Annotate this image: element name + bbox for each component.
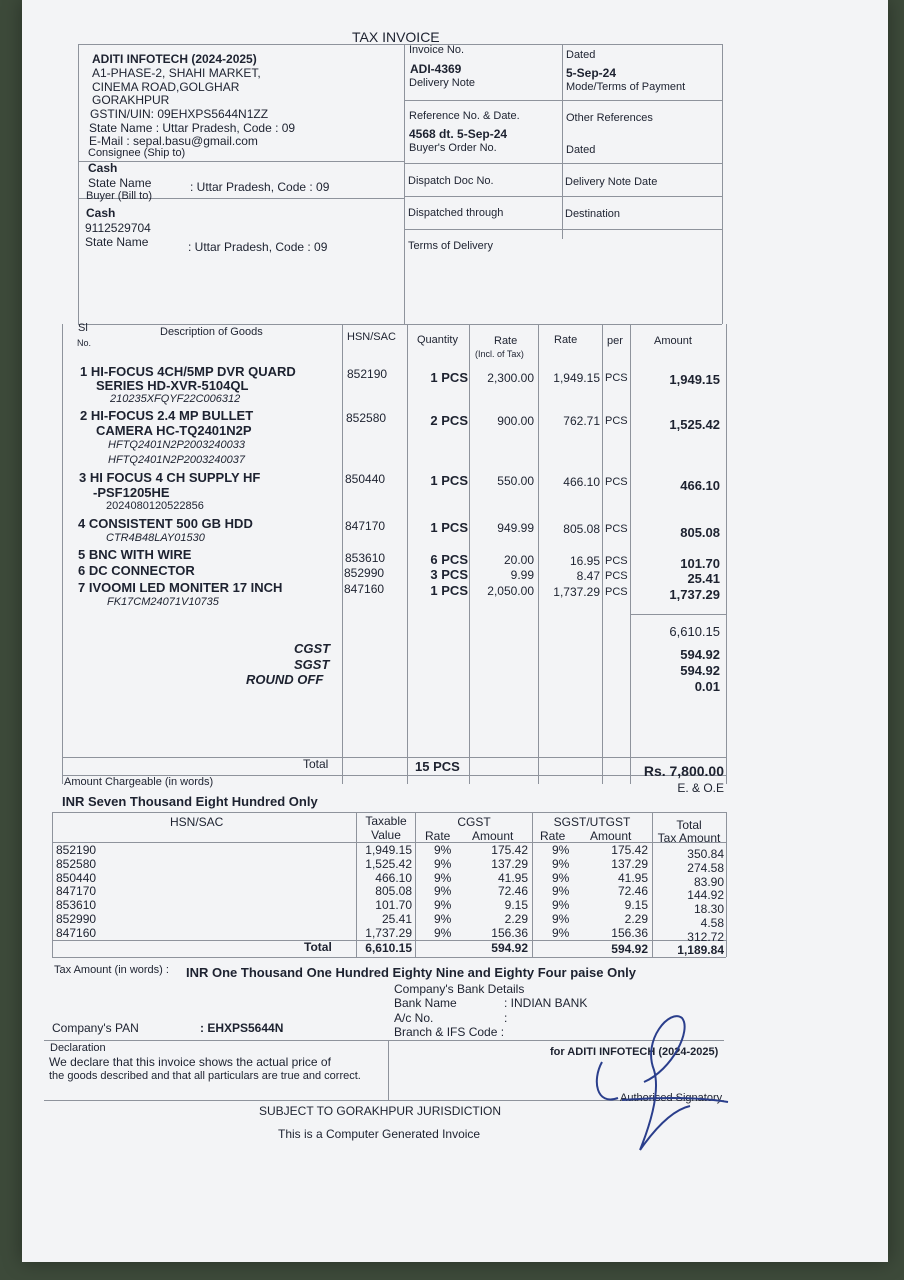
item-description bbox=[79, 470, 260, 485]
item-rate: 466.10 bbox=[563, 475, 600, 489]
item-description bbox=[78, 563, 195, 578]
item-sl: 1 bbox=[80, 364, 88, 379]
outer-border-right bbox=[722, 44, 723, 324]
col-description: Description of Goods bbox=[160, 326, 263, 338]
item-hsn: 850440 bbox=[345, 472, 386, 486]
item-description bbox=[78, 580, 282, 595]
col-sl-no: Sl bbox=[78, 322, 88, 334]
item-rate-incl: 949.99 bbox=[497, 521, 534, 535]
item-amount: 25.41 bbox=[687, 571, 720, 586]
tax-cell-total: 83.90 bbox=[693, 874, 724, 889]
item-description-2: -PSF1205HE bbox=[93, 485, 170, 500]
item-per: PCS bbox=[605, 586, 628, 598]
item-hsn: 847160 bbox=[344, 582, 385, 596]
items-right-border bbox=[726, 324, 727, 784]
ifs-label: Branch & IFS Code : bbox=[394, 1025, 505, 1039]
tax-cell-total: 312.72 bbox=[687, 929, 724, 944]
header-divider bbox=[404, 44, 405, 324]
bank-name-label: Bank Name bbox=[394, 996, 457, 1010]
account-no-colon: : bbox=[504, 1011, 508, 1025]
bank-name-value: : INDIAN BANK bbox=[504, 996, 588, 1010]
buyer-state-label: State Name bbox=[85, 235, 149, 249]
item-description bbox=[80, 408, 253, 423]
item-amount: 466.10 bbox=[680, 478, 720, 493]
item-sl: 3 bbox=[79, 470, 87, 485]
tax-cell-cgst-amount: 41.95 bbox=[497, 870, 528, 885]
tax-cell-taxable: 1,737.29 bbox=[365, 925, 412, 940]
buyer-phone: 9112529704 bbox=[85, 221, 151, 235]
total-line bbox=[62, 757, 726, 758]
tax-col-taxable: Taxable bbox=[365, 814, 407, 828]
tax-cell-sgst-amount: 2.29 bbox=[624, 912, 648, 926]
subtotal-line bbox=[630, 614, 726, 615]
item-per: PCS bbox=[605, 523, 628, 535]
item-hsn: 852580 bbox=[346, 411, 387, 425]
item-per: PCS bbox=[605, 372, 628, 384]
col-per: per bbox=[607, 335, 623, 347]
item-name: HI-FOCUS 4CH/5MP DVR QUARD bbox=[90, 364, 296, 379]
item-hsn: 853610 bbox=[345, 551, 386, 565]
item-sl: 6 bbox=[78, 563, 86, 578]
tax-cell-sgst-amount: 137.29 bbox=[611, 856, 648, 871]
round-off-amount: 0.01 bbox=[694, 679, 720, 694]
col-rate: Rate bbox=[554, 334, 578, 346]
tax-cell-hsn: 852190 bbox=[56, 843, 97, 857]
item-rate-incl: 2,300.00 bbox=[487, 371, 534, 385]
tax-cell-hsn: 847170 bbox=[56, 884, 97, 899]
tax-cell-taxable: 1,949.15 bbox=[365, 843, 412, 857]
tax-cell-sgst-amount: 72.46 bbox=[617, 884, 648, 899]
consignee-state-label: State Name bbox=[88, 176, 152, 190]
item-amount: 1,949.15 bbox=[669, 372, 720, 387]
item-hsn: 847170 bbox=[345, 519, 386, 533]
dated-value: 5-Sep-24 bbox=[566, 66, 617, 80]
tax-total-total: 1,189.84 bbox=[677, 943, 724, 957]
cgst-amount: 594.92 bbox=[680, 647, 720, 662]
tax-cell-taxable: 466.10 bbox=[375, 870, 412, 885]
tax-cell-cgst-rate: 9% bbox=[434, 925, 452, 940]
item-amount: 1,525.42 bbox=[669, 417, 720, 432]
item-sl: 5 bbox=[78, 547, 86, 562]
item-amount: 1,737.29 bbox=[669, 587, 720, 602]
tax-cell-cgst-amount: 156.36 bbox=[491, 925, 528, 940]
items-left-border bbox=[62, 324, 63, 784]
tax-table-right bbox=[726, 812, 727, 957]
seller-name: ADITI INFOTECH (2024-2025) bbox=[92, 52, 257, 66]
item-sl: 4 bbox=[78, 516, 86, 531]
col-quantity: Quantity bbox=[417, 334, 458, 346]
seller-city: GORAKHPUR bbox=[92, 93, 170, 107]
item-serial: HFTQ2401N2P2003240033 bbox=[108, 439, 245, 451]
seller-email: E-Mail : sepal.basu@gmail.com bbox=[89, 134, 258, 148]
col-rate-incl: Rate bbox=[494, 335, 518, 347]
item-rate-incl: 2,050.00 bbox=[487, 584, 534, 598]
item-per: PCS bbox=[605, 555, 628, 567]
outer-border-left bbox=[78, 44, 79, 324]
item-hsn: 852190 bbox=[347, 367, 388, 381]
col-line bbox=[538, 324, 539, 784]
delivery-note-date-label: Delivery Note Date bbox=[565, 176, 658, 188]
row-line bbox=[404, 163, 722, 164]
other-references-label: Other References bbox=[566, 112, 653, 124]
item-rate: 805.08 bbox=[563, 522, 600, 536]
tax-cell-hsn: 850440 bbox=[56, 870, 97, 885]
item-rate: 8.47 bbox=[576, 569, 600, 583]
tax-total-sgst: 594.92 bbox=[611, 942, 648, 956]
item-serial: 210235XFQYF22C006312 bbox=[110, 393, 241, 405]
item-rate: 1,737.29 bbox=[553, 585, 600, 599]
consignee-state-value: : Uttar Pradesh, Code : 09 bbox=[190, 180, 330, 194]
tax-cell-total: 350.84 bbox=[687, 847, 724, 861]
items-header-line bbox=[78, 324, 722, 325]
item-qty: 3 PCS bbox=[430, 567, 468, 582]
tax-cell-total: 4.58 bbox=[700, 916, 724, 930]
cgst-label: CGST bbox=[294, 641, 331, 656]
col-hsn: HSN/SAC bbox=[347, 331, 396, 343]
item-amount: 805.08 bbox=[680, 525, 720, 540]
tax-cell-sgst-rate: 9% bbox=[552, 870, 570, 885]
item-per: PCS bbox=[605, 570, 628, 582]
item-name: DC CONNECTOR bbox=[88, 563, 195, 578]
tax-cell-hsn: 847160 bbox=[56, 925, 97, 940]
tax-cell-total: 144.92 bbox=[687, 888, 724, 903]
item-rate-incl: 550.00 bbox=[497, 474, 534, 488]
tax-col-value: Value bbox=[371, 828, 401, 842]
tax-table-bottom bbox=[52, 957, 726, 958]
tax-cell-taxable: 101.70 bbox=[375, 898, 412, 913]
tax-cell-cgst-rate: 9% bbox=[434, 912, 452, 926]
declaration-line-1: We declare that this invoice shows the actual price of bbox=[49, 1055, 331, 1069]
sgst-amount: 594.92 bbox=[680, 663, 720, 678]
signatory-company: for ADITI INFOTECH (2024-2025) bbox=[550, 1046, 719, 1058]
item-name: CONSISTENT 500 GB HDD bbox=[88, 516, 253, 531]
item-name: HI FOCUS 4 CH SUPPLY HF bbox=[89, 470, 261, 485]
item-qty: 1 PCS bbox=[430, 370, 468, 385]
bank-heading: Company's Bank Details bbox=[394, 982, 525, 996]
document-title: TAX INVOICE bbox=[352, 29, 440, 45]
tax-total-label: Total bbox=[304, 940, 332, 954]
tax-cell-cgst-rate: 9% bbox=[434, 870, 452, 885]
tax-cell-cgst-rate: 9% bbox=[434, 843, 452, 857]
account-no-label: A/c No. bbox=[394, 1011, 434, 1025]
row-line bbox=[404, 229, 722, 230]
row-line bbox=[78, 161, 404, 162]
col-sl-no-2: No. bbox=[77, 338, 92, 348]
tax-total-cgst: 594.92 bbox=[491, 941, 528, 955]
pan-value: : EHXPS5644N bbox=[200, 1021, 284, 1035]
tax-col-cgst-amount: Amount bbox=[472, 829, 514, 843]
tax-cell-hsn: 852990 bbox=[56, 912, 97, 926]
item-serial: CTR4B48LAY01530 bbox=[106, 532, 205, 544]
col-rate-incl-note: (Incl. of Tax) bbox=[475, 349, 524, 359]
item-sl: 7 bbox=[78, 580, 86, 595]
col-line bbox=[342, 324, 343, 784]
dated-label-2: Dated bbox=[566, 144, 596, 156]
item-serial: FK17CM24071V10735 bbox=[107, 596, 219, 608]
total-quantity: 15 PCS bbox=[415, 759, 460, 774]
item-description bbox=[80, 364, 296, 379]
tax-cell-taxable: 805.08 bbox=[375, 884, 412, 899]
round-off-label: ROUND OFF bbox=[246, 672, 324, 687]
tax-cell-sgst-rate: 9% bbox=[552, 884, 570, 899]
seller-state: State Name : Uttar Pradesh, Code : 09 bbox=[89, 121, 296, 135]
tax-cell-cgst-amount: 72.46 bbox=[497, 884, 528, 899]
item-amount: 101.70 bbox=[680, 556, 720, 571]
handwritten-signature bbox=[582, 1010, 732, 1160]
invoice-page bbox=[22, 0, 888, 1262]
amount-in-words-label: Amount Chargeable (in words) bbox=[64, 776, 214, 788]
item-name: HI-FOCUS 2.4 MP BULLET bbox=[90, 408, 254, 423]
item-qty: 1 PCS bbox=[430, 583, 468, 598]
e-and-oe: E. & O.E bbox=[677, 781, 724, 795]
item-qty: 2 PCS bbox=[430, 413, 468, 428]
item-qty: 1 PCS bbox=[430, 520, 468, 535]
declaration-line-2: the goods described and that all particulars are true and correct. bbox=[49, 1070, 361, 1082]
tax-col-cgst: CGST bbox=[457, 815, 491, 829]
header-col-divider bbox=[562, 44, 563, 239]
tax-cell-cgst-rate: 9% bbox=[434, 884, 452, 899]
seller-gstin: GSTIN/UIN: 09EHXPS5644N1ZZ bbox=[90, 107, 269, 121]
sgst-label: SGST bbox=[294, 657, 330, 672]
row-line bbox=[404, 100, 722, 101]
item-rate-incl: 9.99 bbox=[510, 568, 534, 582]
col-amount: Amount bbox=[654, 335, 692, 347]
tax-col-sgst: SGST/UTGST bbox=[553, 815, 631, 829]
tax-cell-hsn: 852580 bbox=[56, 856, 97, 871]
item-rate: 1,949.15 bbox=[553, 371, 600, 385]
amount-in-words: INR Seven Thousand Eight Hundred Only bbox=[62, 794, 318, 809]
delivery-note-label: Delivery Note bbox=[409, 77, 476, 89]
tax-cell-cgst-amount: 9.15 bbox=[504, 898, 528, 913]
tax-words-label: Tax Amount (in words) : bbox=[54, 964, 169, 976]
buyer-heading: Buyer (Bill to) bbox=[86, 190, 153, 202]
subtotal-amount: 6,610.15 bbox=[669, 624, 720, 639]
tax-cell-cgst-amount: 137.29 bbox=[491, 856, 528, 871]
tax-words-value: INR One Thousand One Hundred Eighty Nine and Eighty Four paise Only bbox=[186, 965, 636, 980]
tax-cell-total: 18.30 bbox=[693, 902, 724, 917]
consignee-heading: Consignee (Ship to) bbox=[88, 147, 186, 159]
item-per: PCS bbox=[605, 476, 628, 488]
tax-total-taxable: 6,610.15 bbox=[365, 941, 412, 955]
item-rate: 762.71 bbox=[563, 414, 600, 428]
invoice-no-label: Invoice No. bbox=[409, 44, 465, 56]
tax-cell-sgst-rate: 9% bbox=[552, 856, 570, 871]
buyer-name: Cash bbox=[86, 206, 116, 220]
item-rate: 16.95 bbox=[569, 554, 600, 568]
item-description bbox=[78, 516, 253, 531]
item-hsn: 852990 bbox=[344, 566, 385, 580]
consignee-name: Cash bbox=[88, 161, 118, 175]
dated-label: Dated bbox=[566, 49, 596, 61]
dispatch-doc-label: Dispatch Doc No. bbox=[408, 175, 494, 187]
tax-col bbox=[532, 812, 533, 957]
jurisdiction: SUBJECT TO GORAKHPUR JURISDICTION bbox=[259, 1104, 502, 1118]
item-serial: 2024080120522856 bbox=[106, 500, 204, 512]
reference-value: 4568 dt. 5-Sep-24 bbox=[409, 127, 508, 141]
footer-divider bbox=[388, 1040, 389, 1100]
col-line bbox=[602, 324, 603, 784]
invoice-no-value: ADI-4369 bbox=[410, 62, 462, 76]
item-name: BNC WITH WIRE bbox=[88, 547, 192, 562]
reference-label: Reference No. & Date. bbox=[409, 110, 520, 122]
tax-table-top bbox=[52, 812, 726, 813]
tax-col-sgst-rate: Rate bbox=[540, 829, 566, 843]
col-line bbox=[407, 324, 408, 784]
mode-terms-label: Mode/Terms of Payment bbox=[566, 81, 686, 93]
tax-col-cgst-rate: Rate bbox=[425, 829, 451, 843]
tax-col-total: Total bbox=[676, 818, 702, 832]
item-qty: 6 PCS bbox=[430, 552, 468, 567]
computer-generated: This is a Computer Generated Invoice bbox=[278, 1127, 481, 1141]
col-line bbox=[469, 324, 470, 784]
tax-cell-sgst-amount: 175.42 bbox=[611, 843, 648, 857]
tax-cell-sgst-rate: 9% bbox=[552, 925, 570, 940]
dispatched-through-label: Dispatched through bbox=[408, 207, 504, 219]
item-per: PCS bbox=[605, 415, 628, 427]
tax-cell-sgst-rate: 9% bbox=[552, 843, 570, 857]
item-qty: 1 PCS bbox=[430, 473, 468, 488]
item-serial-2: HFTQ2401N2P2003240037 bbox=[108, 454, 245, 466]
buyer-state-value: : Uttar Pradesh, Code : 09 bbox=[188, 240, 328, 254]
tax-table-left bbox=[52, 812, 53, 957]
tax-cell-sgst-amount: 9.15 bbox=[624, 898, 648, 913]
item-rate-incl: 20.00 bbox=[503, 553, 534, 567]
pan-label: Company's PAN bbox=[52, 1021, 139, 1035]
tax-cell-taxable: 25.41 bbox=[381, 912, 412, 926]
seller-address-2: CINEMA ROAD,GOLGHAR bbox=[92, 80, 240, 94]
tax-cell-cgst-amount: 175.42 bbox=[491, 843, 528, 857]
col-line bbox=[630, 324, 631, 784]
item-sl: 2 bbox=[80, 408, 88, 423]
seller-address-1: A1-PHASE-2, SHAHI MARKET, bbox=[92, 66, 261, 80]
tax-cell-total: 274.58 bbox=[687, 860, 724, 875]
tax-cell-sgst-rate: 9% bbox=[552, 912, 570, 926]
tax-cell-sgst-rate: 9% bbox=[552, 898, 570, 913]
item-description bbox=[78, 547, 191, 562]
tax-cell-sgst-amount: 41.95 bbox=[617, 870, 648, 885]
tax-col-sgst-amount: Amount bbox=[590, 829, 632, 843]
row-line bbox=[404, 196, 722, 197]
terms-of-delivery-label: Terms of Delivery bbox=[408, 240, 493, 252]
buyers-order-label: Buyer's Order No. bbox=[409, 142, 497, 154]
tax-col-hsn: HSN/SAC bbox=[170, 815, 224, 829]
item-rate-incl: 900.00 bbox=[497, 414, 534, 428]
total-label: Total bbox=[303, 757, 329, 771]
tax-cell-sgst-amount: 156.36 bbox=[611, 925, 648, 940]
tax-cell-hsn: 853610 bbox=[56, 898, 97, 913]
tax-cell-cgst-rate: 9% bbox=[434, 856, 452, 871]
item-description-2: CAMERA HC-TQ2401N2P bbox=[96, 423, 252, 438]
tax-cell-cgst-rate: 9% bbox=[434, 898, 452, 913]
grand-total: Rs. 7,800.00 bbox=[643, 763, 724, 779]
item-description-2: SERIES HD-XVR-5104QL bbox=[96, 378, 249, 393]
signatory-label: Authorised Signatory bbox=[620, 1092, 723, 1104]
tax-col-total-2: Tax Amount bbox=[657, 831, 721, 845]
tax-cell-taxable: 1,525.42 bbox=[365, 856, 412, 871]
item-name: IVOOMI LED MONITER 17 INCH bbox=[88, 580, 283, 595]
declaration-heading: Declaration bbox=[50, 1042, 106, 1054]
tax-cell-cgst-amount: 2.29 bbox=[504, 912, 528, 926]
destination-label: Destination bbox=[565, 208, 621, 220]
